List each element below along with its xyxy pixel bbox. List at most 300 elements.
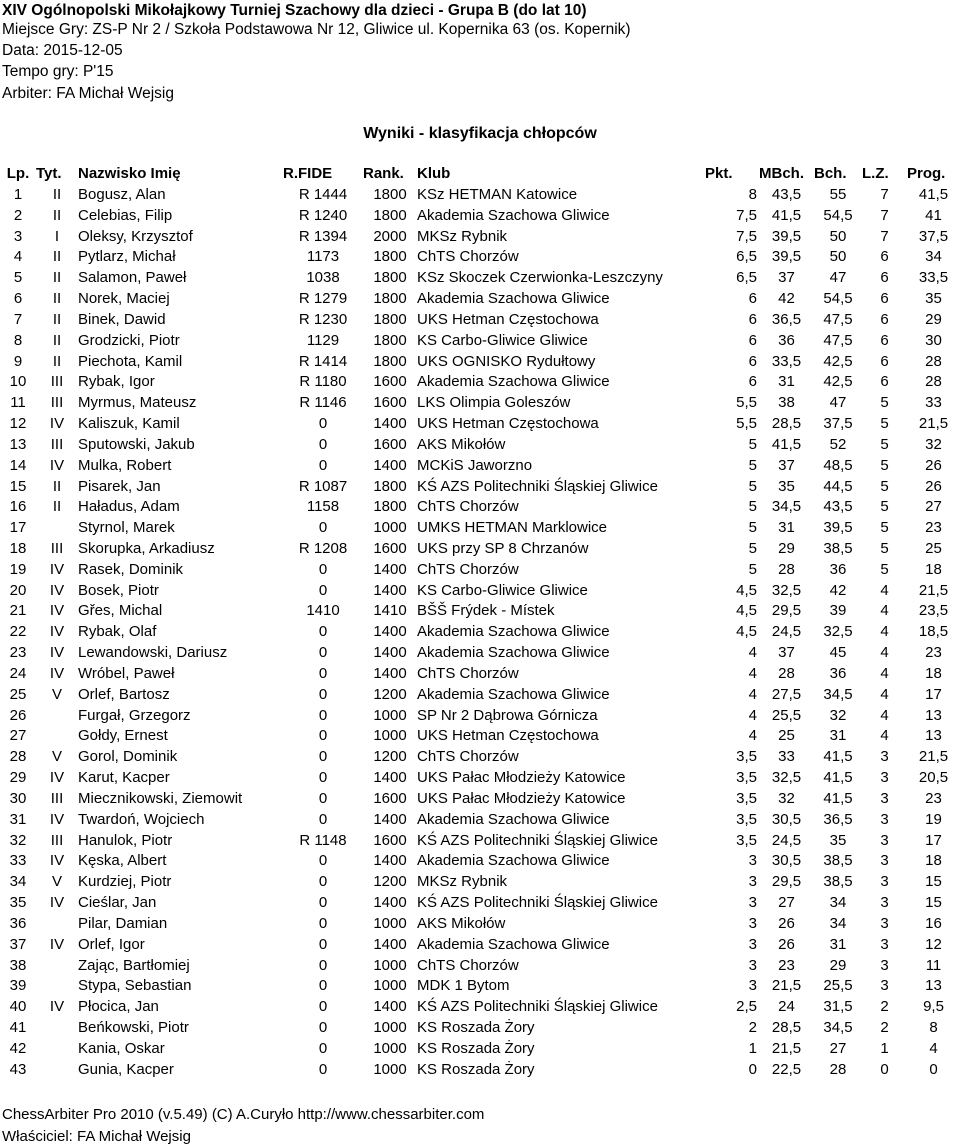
cell-prog: 13 (925, 977, 942, 995)
cell-points: 5 (748, 498, 757, 516)
cell-rank: 1400 (373, 769, 407, 787)
cell-lz: 7 (880, 227, 889, 245)
cell-rank: 1400 (373, 998, 407, 1016)
cell-mbch: 24,5 (771, 831, 802, 849)
cell-name: Twardoń, Wojciech (78, 810, 205, 828)
cell-rank: 1600 (373, 831, 407, 849)
cell-club: KS Carbo-Gliwice Gliwice (417, 581, 588, 599)
cell-title: IV (49, 852, 65, 870)
cell-lp: 2 (13, 206, 23, 224)
cell-lz: 3 (880, 852, 889, 870)
table-row (0, 371, 960, 392)
table-row (0, 496, 960, 517)
cell-title (36, 975, 78, 996)
cell-prog: 30 (925, 331, 942, 349)
cell-bch: 29 (829, 956, 847, 974)
cell-bch: 42 (829, 581, 847, 599)
cell-lp: 18 (9, 539, 27, 557)
cell-club: Akademia Szachowa Gliwice (417, 644, 610, 662)
cell-rfide: 0 (318, 956, 328, 974)
cell-club: Akademia Szachowa Gliwice (417, 206, 610, 224)
cell-bch: 32,5 (823, 623, 853, 641)
table-row (0, 205, 960, 226)
cell-mbch: 33,5 (771, 352, 802, 370)
cell-title: III (50, 394, 64, 412)
cell-mbch: 29,5 (771, 873, 802, 891)
cell-name: Hanulok, Piotr (78, 831, 173, 849)
cell-club: MKSz Rybnik (417, 227, 508, 245)
cell-lp: 35 (9, 894, 27, 912)
col-header-club: Klub (417, 164, 451, 182)
cell-mbch: 21,5 (771, 1039, 802, 1057)
cell-prog: 41 (925, 206, 942, 224)
cell-club: UKS Hetman Częstochowa (417, 310, 599, 328)
cell-rfide: 0 (318, 810, 328, 828)
cell-rfide: 0 (318, 935, 328, 953)
cell-rank: 1200 (373, 873, 407, 891)
cell-club: UMKS HETMAN Marklowice (417, 519, 608, 537)
table-row (0, 1017, 960, 1038)
table-row (0, 580, 960, 601)
cell-mbch: 24 (778, 998, 795, 1016)
tournament-title: XIV Ogólnopolski Mikołajkowy Turniej Szachowy dla dzieci - Grupa B (do lat 10) (2, 2, 587, 19)
cell-rank: 1400 (373, 456, 407, 474)
cell-prog: 17 (925, 831, 942, 849)
cell-name: Kurdziej, Piotr (78, 873, 172, 891)
cell-lp: 8 (13, 331, 23, 349)
cell-lz: 4 (880, 685, 889, 703)
cell-rfide: R 1240 (298, 206, 348, 224)
cell-lp: 38 (9, 956, 27, 974)
cell-prog: 34 (925, 248, 942, 266)
cell-bch: 41,5 (823, 769, 853, 787)
cell-prog: 26 (925, 477, 942, 495)
cell-lp: 37 (9, 935, 27, 953)
cell-name: Furgał, Grzegorz (78, 706, 191, 724)
cell-lz: 3 (880, 810, 889, 828)
cell-name: Karut, Kacper (78, 769, 170, 787)
cell-name: Grodzicki, Piotr (78, 331, 180, 349)
cell-points: 1 (748, 1039, 757, 1057)
cell-name: Kęska, Albert (78, 852, 167, 870)
cell-title: IV (49, 935, 65, 953)
cell-prog: 16 (925, 914, 942, 932)
cell-title (36, 726, 78, 747)
cell-lz: 6 (880, 248, 889, 266)
table-row (0, 413, 960, 434)
cell-points: 5 (748, 519, 757, 537)
cell-bch: 38,5 (823, 539, 853, 557)
cell-club: UKS OGNISKO Rydułtowy (417, 352, 596, 370)
cell-bch: 34 (829, 894, 847, 912)
cell-bch: 34,5 (823, 1019, 853, 1037)
cell-bch: 39 (829, 602, 847, 620)
cell-lz: 5 (880, 539, 889, 557)
cell-rfide: 1173 (306, 248, 340, 266)
cell-points: 5 (748, 477, 757, 495)
cell-mbch: 33 (778, 748, 795, 766)
cell-lz: 5 (880, 456, 889, 474)
cell-bch: 47,5 (823, 310, 853, 328)
cell-lz: 3 (880, 956, 889, 974)
table-row (0, 538, 960, 559)
table-row (0, 267, 960, 288)
cell-points: 4,5 (736, 623, 757, 641)
cell-rank: 1400 (373, 581, 407, 599)
cell-rfide: 1158 (306, 498, 340, 516)
cell-rank: 1000 (373, 706, 407, 724)
cell-club: KŚ AZS Politechniki Śląskiej Gliwice (417, 894, 658, 912)
cell-mbch: 27 (778, 894, 795, 912)
cell-bch: 45 (829, 644, 847, 662)
cell-club: Akademia Szachowa Gliwice (417, 623, 610, 641)
cell-points: 3 (748, 894, 757, 912)
cell-name: Myrmus, Mateusz (78, 394, 197, 412)
cell-name: Gołdy, Ernest (78, 727, 168, 745)
cell-points: 5 (748, 539, 757, 557)
cell-lp: 3 (13, 227, 23, 245)
cell-mbch: 29,5 (771, 602, 802, 620)
cell-title: II (52, 352, 62, 370)
cell-rank: 1000 (373, 727, 407, 745)
cell-points: 4 (748, 685, 757, 703)
arbiter-line: Arbiter: FA Michał Wejsig (2, 85, 174, 102)
cell-name: Płocica, Jan (78, 998, 159, 1016)
cell-lp: 4 (13, 248, 23, 266)
cell-bch: 47 (829, 394, 847, 412)
cell-lz: 4 (880, 727, 889, 745)
cell-lp: 27 (9, 727, 27, 745)
cell-bch: 41,5 (823, 789, 853, 807)
cell-rfide: 0 (318, 1060, 328, 1078)
cell-title: III (50, 789, 64, 807)
col-header-name: Nazwisko Imię (78, 164, 181, 182)
cell-mbch: 28,5 (771, 415, 802, 433)
cell-prog: 18 (925, 560, 942, 578)
cell-name: Rasek, Dominik (78, 560, 184, 578)
cell-points: 7,5 (736, 206, 757, 224)
col-header-title: Tyt. (36, 164, 62, 182)
cell-mbch: 37 (778, 456, 795, 474)
cell-name: Gřes, Michal (78, 602, 163, 620)
cell-title: III (50, 435, 64, 453)
cell-rank: 1600 (373, 435, 407, 453)
cell-club: UKS Hetman Częstochowa (417, 415, 599, 433)
cell-mbch: 28 (778, 560, 795, 578)
cell-points: 6 (748, 310, 757, 328)
cell-mbch: 31 (778, 519, 795, 537)
cell-bch: 36,5 (823, 810, 853, 828)
cell-prog: 12 (925, 935, 942, 953)
cell-lz: 7 (880, 206, 889, 224)
cell-club: KS Roszada Żory (417, 1019, 535, 1037)
table-row (0, 1038, 960, 1059)
cell-lp: 21 (9, 602, 27, 620)
cell-lz: 6 (880, 373, 889, 391)
cell-prog: 17 (925, 685, 942, 703)
table-row (0, 642, 960, 663)
cell-name: Zając, Bartłomiej (78, 956, 190, 974)
cell-rfide: R 1444 (298, 185, 348, 203)
cell-club: Akademia Szachowa Gliwice (417, 290, 610, 308)
results-table (0, 162, 960, 1080)
table-row (0, 663, 960, 684)
results-subtitle: Wyniki - klasyfikacja chłopców (363, 125, 597, 142)
cell-mbch: 27,5 (771, 685, 802, 703)
cell-bch: 36 (829, 560, 847, 578)
cell-club: UKS Hetman Częstochowa (417, 727, 599, 745)
table-row (0, 809, 960, 830)
cell-rank: 1000 (373, 977, 407, 995)
table-row (0, 767, 960, 788)
cell-bch: 31 (829, 935, 847, 953)
cell-bch: 41,5 (823, 748, 853, 766)
cell-rfide: R 1087 (298, 477, 348, 495)
cell-prog: 21,5 (918, 748, 949, 766)
cell-club: KŚ AZS Politechniki Śląskiej Gliwice (417, 998, 658, 1016)
cell-club: UKS Pałac Młodzieży Katowice (417, 769, 626, 787)
cell-prog: 21,5 (918, 581, 949, 599)
cell-rank: 2000 (373, 227, 407, 245)
cell-club: MDK 1 Bytom (417, 977, 510, 995)
cell-prog: 23 (925, 789, 942, 807)
cell-mbch: 22,5 (771, 1060, 802, 1078)
cell-bch: 55 (829, 185, 847, 203)
cell-prog: 9,5 (923, 998, 944, 1016)
table-row (0, 434, 960, 455)
cell-points: 3,5 (736, 769, 757, 787)
cell-bch: 54,5 (823, 290, 853, 308)
cell-points: 6 (748, 331, 757, 349)
cell-prog: 15 (925, 894, 942, 912)
cell-mbch: 21,5 (771, 977, 802, 995)
cell-lz: 5 (880, 498, 889, 516)
table-row (0, 351, 960, 372)
table-row (0, 871, 960, 892)
cell-rank: 1600 (373, 539, 407, 557)
cell-title: II (52, 248, 62, 266)
cell-club: MCKiS Jaworzno (417, 456, 533, 474)
cell-club: ChTS Chorzów (417, 664, 519, 682)
cell-rank: 1800 (373, 352, 407, 370)
cell-prog: 41,5 (918, 185, 949, 203)
cell-lp: 28 (9, 748, 27, 766)
cell-points: 4,5 (736, 602, 757, 620)
cell-rfide: 0 (318, 706, 328, 724)
cell-prog: 23 (925, 644, 942, 662)
cell-prog: 8 (929, 1019, 938, 1037)
cell-rfide: 1129 (306, 331, 340, 349)
cell-club: UKS Pałac Młodzieży Katowice (417, 789, 626, 807)
cell-lz: 6 (880, 331, 889, 349)
table-row (0, 621, 960, 642)
cell-mbch: 26 (778, 935, 795, 953)
cell-name: Haładus, Adam (78, 498, 180, 516)
cell-club: Akademia Szachowa Gliwice (417, 810, 610, 828)
cell-lp: 6 (13, 290, 23, 308)
cell-bch: 32 (829, 706, 847, 724)
cell-title: III (50, 373, 64, 391)
cell-rank: 1400 (373, 664, 407, 682)
cell-prog: 35 (925, 290, 942, 308)
cell-prog: 32 (925, 435, 942, 453)
cell-mbch: 32,5 (771, 581, 802, 599)
cell-rfide: 0 (318, 664, 328, 682)
cell-bch: 42,5 (823, 352, 853, 370)
cell-title: II (52, 498, 62, 516)
cell-mbch: 28 (778, 664, 795, 682)
cell-points: 8 (748, 185, 757, 203)
cell-rfide: R 1394 (298, 227, 348, 245)
cell-mbch: 38 (778, 394, 795, 412)
cell-mbch: 39,5 (771, 248, 802, 266)
cell-club: Akademia Szachowa Gliwice (417, 852, 610, 870)
cell-lp: 26 (9, 706, 27, 724)
cell-lp: 40 (9, 998, 27, 1016)
cell-title: IV (49, 769, 65, 787)
cell-points: 2,5 (736, 998, 757, 1016)
cell-prog: 37,5 (918, 227, 949, 245)
table-row (0, 601, 960, 622)
cell-points: 3 (748, 956, 757, 974)
cell-rfide: 0 (318, 685, 328, 703)
cell-name: Beńkowski, Piotr (78, 1019, 189, 1037)
table-row (0, 726, 960, 747)
cell-rank: 1800 (373, 206, 407, 224)
cell-prog: 26 (925, 456, 942, 474)
cell-bch: 47 (829, 269, 847, 287)
cell-lz: 4 (880, 706, 889, 724)
cell-prog: 20,5 (918, 769, 949, 787)
cell-title: II (52, 269, 62, 287)
col-header-mbch: MBch. (759, 164, 804, 182)
cell-points: 6,5 (736, 269, 757, 287)
cell-rank: 1000 (373, 519, 407, 537)
table-row (0, 288, 960, 309)
cell-lp: 12 (9, 415, 27, 433)
cell-lp: 16 (9, 498, 27, 516)
cell-lz: 5 (880, 519, 889, 537)
cell-lp: 30 (9, 789, 27, 807)
cell-lp: 25 (9, 685, 27, 703)
cell-lz: 5 (880, 415, 889, 433)
cell-club: ChTS Chorzów (417, 560, 519, 578)
cell-name: Skorupka, Arkadiusz (78, 539, 215, 557)
cell-lz: 3 (880, 769, 889, 787)
cell-lz: 5 (880, 560, 889, 578)
cell-name: Piechota, Kamil (78, 352, 183, 370)
cell-name: Stypa, Sebastian (78, 977, 192, 995)
cell-title (36, 1017, 78, 1038)
cell-rank: 1400 (373, 894, 407, 912)
cell-lz: 0 (880, 1060, 889, 1078)
cell-bch: 43,5 (823, 498, 853, 516)
cell-lp: 22 (9, 623, 27, 641)
cell-title: II (52, 310, 62, 328)
table-row (0, 246, 960, 267)
cell-points: 3 (748, 852, 757, 870)
tempo-line: Tempo gry: P'15 (2, 63, 114, 80)
cell-name: Sputowski, Jakub (78, 435, 195, 453)
table-row (0, 996, 960, 1017)
cell-lp: 11 (10, 394, 26, 412)
cell-lz: 3 (880, 831, 889, 849)
cell-title (36, 955, 78, 976)
cell-points: 6 (748, 290, 757, 308)
cell-points: 5 (748, 456, 757, 474)
cell-mbch: 32 (778, 789, 795, 807)
cell-club: ChTS Chorzów (417, 956, 519, 974)
cell-bch: 35 (829, 831, 847, 849)
cell-name: Norek, Maciej (78, 290, 170, 308)
cell-club: MKSz Rybnik (417, 873, 508, 891)
table-row (0, 226, 960, 247)
cell-rfide: R 1230 (298, 310, 348, 328)
cell-lz: 3 (880, 894, 889, 912)
cell-lp: 7 (13, 310, 23, 328)
cell-lp: 14 (9, 456, 27, 474)
cell-rank: 1800 (373, 331, 407, 349)
cell-bch: 52 (829, 435, 847, 453)
cell-title: IV (49, 810, 65, 828)
cell-rank: 1400 (373, 415, 407, 433)
cell-club: LKS Olimpia Goleszów (417, 394, 571, 412)
cell-club: Akademia Szachowa Gliwice (417, 373, 610, 391)
cell-name: Mulka, Robert (78, 456, 172, 474)
cell-title: IV (49, 664, 65, 682)
cell-mbch: 37 (778, 644, 795, 662)
cell-title: V (51, 748, 62, 766)
owner-line: Właściciel: FA Michał Wejsig (2, 1128, 191, 1145)
cell-rank: 1400 (373, 623, 407, 641)
cell-name: Gorol, Dominik (78, 748, 178, 766)
cell-lp: 31 (9, 810, 27, 828)
table-row (0, 746, 960, 767)
cell-name: Salamon, Paweł (78, 269, 187, 287)
cell-rfide: 0 (318, 873, 328, 891)
cell-title: III (50, 831, 64, 849)
cell-bch: 25,5 (823, 977, 853, 995)
cell-points: 3 (748, 873, 757, 891)
cell-points: 6 (748, 352, 757, 370)
cell-rfide: 0 (318, 894, 328, 912)
cell-prog: 18,5 (918, 623, 949, 641)
cell-bch: 50 (829, 227, 847, 245)
cell-rank: 1400 (373, 644, 407, 662)
cell-mbch: 26 (778, 914, 795, 932)
cell-points: 3,5 (736, 748, 757, 766)
cell-points: 4 (748, 644, 757, 662)
cell-rank: 1000 (373, 1019, 407, 1037)
cell-rfide: R 1180 (299, 373, 347, 391)
cell-title: II (52, 477, 62, 495)
cell-points: 3 (748, 914, 757, 932)
cell-club: ChTS Chorzów (417, 248, 519, 266)
cell-title: III (50, 539, 64, 557)
cell-bch: 44,5 (823, 477, 853, 495)
cell-prog: 21,5 (918, 415, 949, 433)
cell-club: KS Roszada Żory (417, 1039, 535, 1057)
cell-name: Rybak, Igor (78, 373, 155, 391)
cell-mbch: 29 (778, 539, 795, 557)
cell-rank: 1400 (373, 560, 407, 578)
cell-lp: 9 (13, 352, 23, 370)
cell-rfide: 1038 (306, 269, 340, 287)
cell-rank: 1800 (373, 185, 407, 203)
cell-lz: 1 (880, 1039, 889, 1057)
cell-rfide: 0 (318, 1019, 328, 1037)
cell-name: Lewandowski, Dariusz (78, 644, 228, 662)
